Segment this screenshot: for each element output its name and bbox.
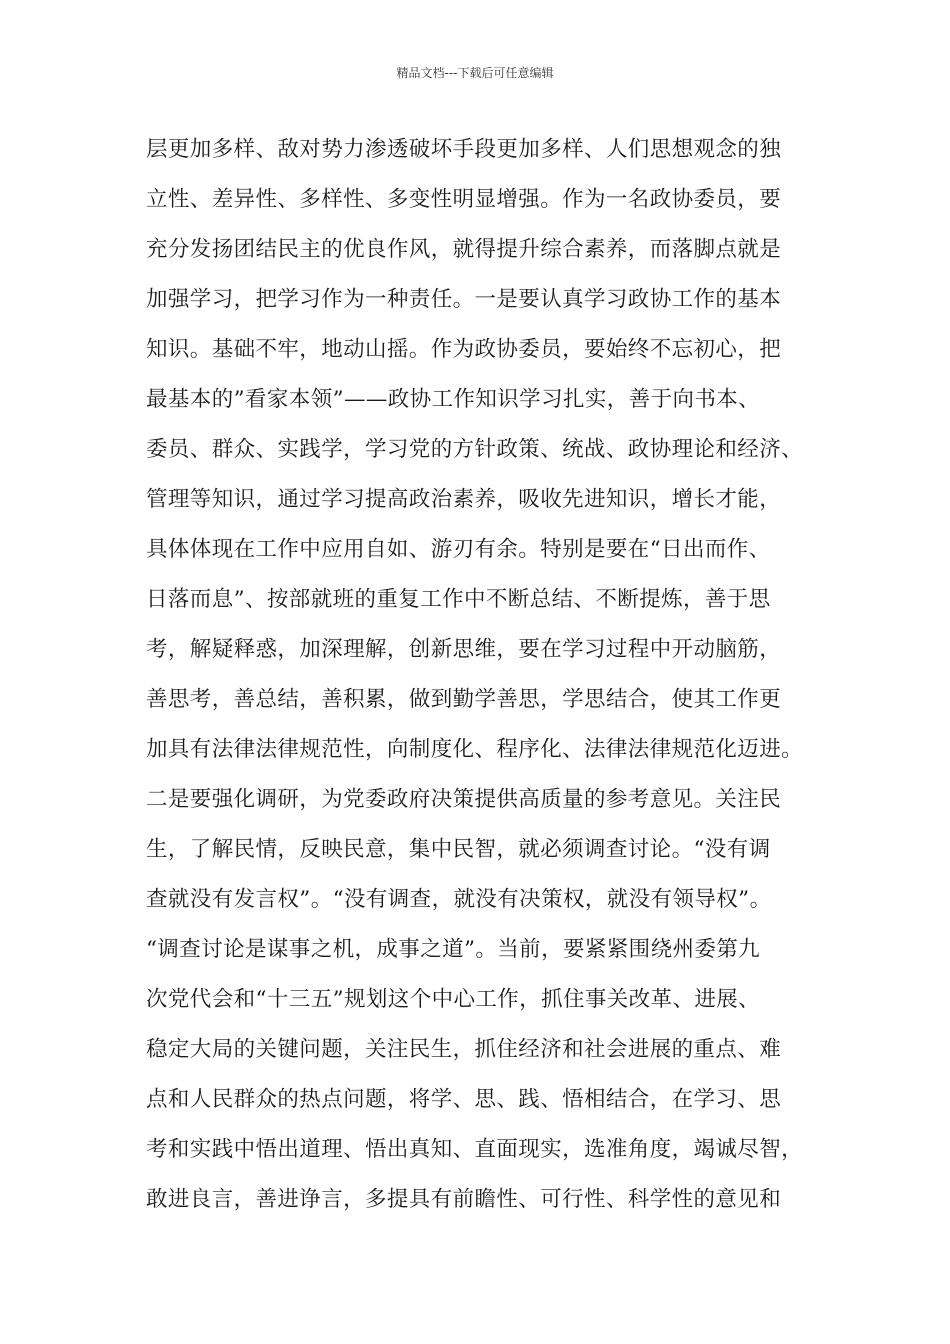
text-line: 管理等知识，通过学习提高政治素养，吸收先进知识，增长才能， [146,487,782,512]
text-line: 点和人民群众的热点问题，将学、思、践、悟相结合，在学习、思 [146,1087,782,1112]
text-line: 查就没有发言权”。“没有调查，就没有决策权，就没有领导权”。 [146,887,772,912]
text-line: 二是要强化调研，为党委政府决策提供高质量的参考意见。关注民 [146,787,782,812]
text-line: 最基本的”看家本领”——政协工作知识学习扎实，善于向书本、 [146,387,761,412]
text-line: 善思考，善总结，善积累，做到勤学善思，学思结合，使其工作更 [146,687,782,712]
text-line: 加强学习，把学习作为一种责任。一是要认真学习政协工作的基本 [146,287,782,312]
text-line: 具体体现在工作中应用自如、游刃有余。特别是要在“日出而作、 [146,537,771,562]
body-text [146,132,826,1232]
page-header: 精品文档---下载后可任意编辑 [396,66,554,80]
text-line: 次党代会和“十三五”规划这个中心工作，抓住事关改革、进展、 [146,987,761,1012]
text-line: 加具有法律法律规范性，向制度化、程序化、法律法律规范化迈进。 [146,737,804,762]
text-line: 稳定大局的关键问题，关注民生，抓住经济和社会进展的重点、难 [146,1037,782,1062]
text-line: 立性、差异性、多样性、多变性明显增强。作为一名政协委员，要 [146,187,782,212]
text-line: 日落而息”、按部就班的重复工作中不断总结、不断提炼，善于思 [146,587,771,612]
text-line: 考，解疑释惑，加深理解，创新思维，要在学习过程中开动脑筋， [146,637,782,662]
text-line: 充分发扬团结民主的优良作风，就得提升综合素养，而落脚点就是 [146,237,782,262]
text-line: 生，了解民情，反映民意，集中民智，就必须调查讨论。“没有调 [146,837,771,862]
text-line: 层更加多样、敌对势力渗透破坏手段更加多样、人们思想观念的独 [146,137,782,162]
text-line: 考和实践中悟出道理、悟出真知、直面现实，选准角度，竭诚尽智， [146,1137,804,1162]
text-line: 知识。基础不牢，地动山摇。作为政协委员，要始终不忘初心，把 [146,337,782,362]
text-line: “调查讨论是谋事之机，成事之道”。当前，要紧紧围绕州委第九 [146,937,761,962]
text-line: 委员、群众、实践学，学习党的方针政策、统战、政协理论和经济、 [146,437,804,462]
text-line: 敢进良言，善进诤言，多提具有前瞻性、可行性、科学性的意见和 [146,1187,782,1212]
